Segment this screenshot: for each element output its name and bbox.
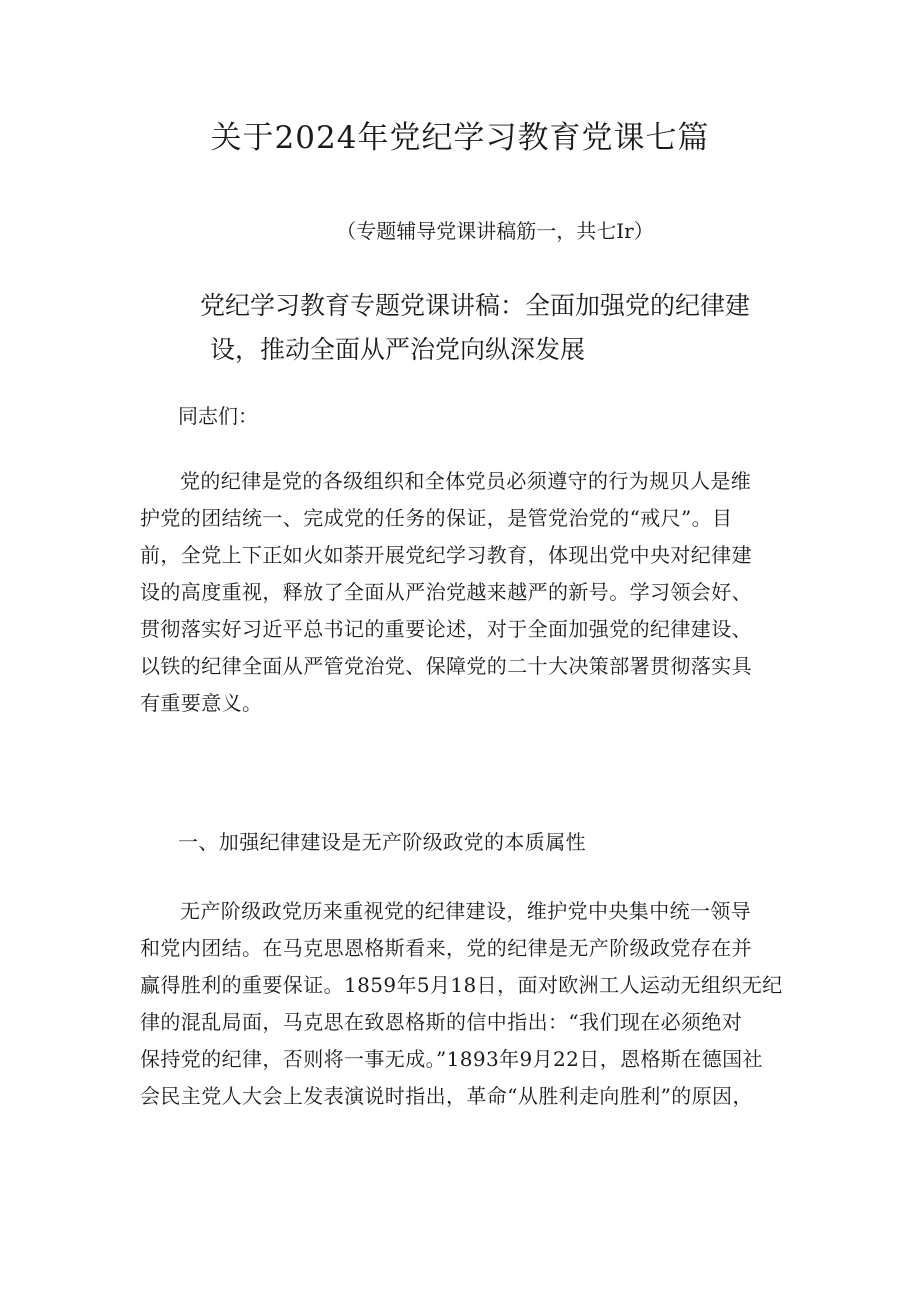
paragraph-line: 贯彻落实好习近平总书记的重要论述，对于全面加强党的纪律建设、 [140, 617, 752, 641]
paragraph-line: 党的纪律是党的各级组织和全体党员必须遵守的行为规贝人是维 [180, 469, 752, 493]
paragraph-line: 设的高度重视，释放了全面从严治党越来越严的新号。学习领会好、 [140, 580, 752, 604]
paragraph-line: 以铁的纪律全面从严管党治党、保障党的二十大决策部署贯彻落实具 [140, 654, 752, 678]
lecture-title-line: 设，推动全面从严治党向纵深发展 [210, 335, 586, 364]
paragraph-1 [140, 463, 780, 722]
paragraph-line: 和党内团结。在马克思恩格斯看来，党的纪律是无产阶级政党存在并 [140, 936, 752, 960]
paragraph-line: 护党的团结统一、完成党的任务的保证，是管党治党的“戒尺”。目 [140, 506, 733, 530]
lecture-title-line: 党纪学习教育专题党课讲稿：全面加强党的纪律建 [200, 291, 751, 320]
paragraph-line: 有重要意义。 [140, 691, 263, 715]
paragraph-2 [140, 893, 783, 1115]
paragraph-line: 无产阶级政党历来重视党的纪律建设，维护党中央集中统一领导 [180, 899, 752, 923]
document-subtitle: （专题辅导党课讲稿筋一，共七Ir） [336, 219, 654, 243]
paragraph-line: 赢得胜利的重要保证。1859年5月18日，面对欧洲工人运动无组织无纪 [140, 973, 783, 997]
paragraph-line: 会民主党人大会上发表演说时指出，革命“从胜利走向胜利”的原因， [140, 1084, 753, 1108]
salutation: 同志们： [178, 404, 258, 428]
paragraph-line: 前，全党上下正如火如荼开展党纪学习教育，体现出党中央对纪律建 [140, 543, 752, 567]
lecture-title [200, 284, 820, 372]
paragraph-line: 保持党的纪律，否则将一事无成。”1893年9月22日，恩格斯在德国社 [140, 1047, 763, 1071]
paragraph-line: 律的混乱局面，马克思在致恩格斯的信中指出：“我们现在必须绝对 [140, 1010, 743, 1034]
section-heading-1: 一、加强纪律建设是无产阶级政党的本质属性 [178, 830, 586, 854]
document-title: 关于2024年党纪学习教育党课七篇 [210, 120, 710, 156]
